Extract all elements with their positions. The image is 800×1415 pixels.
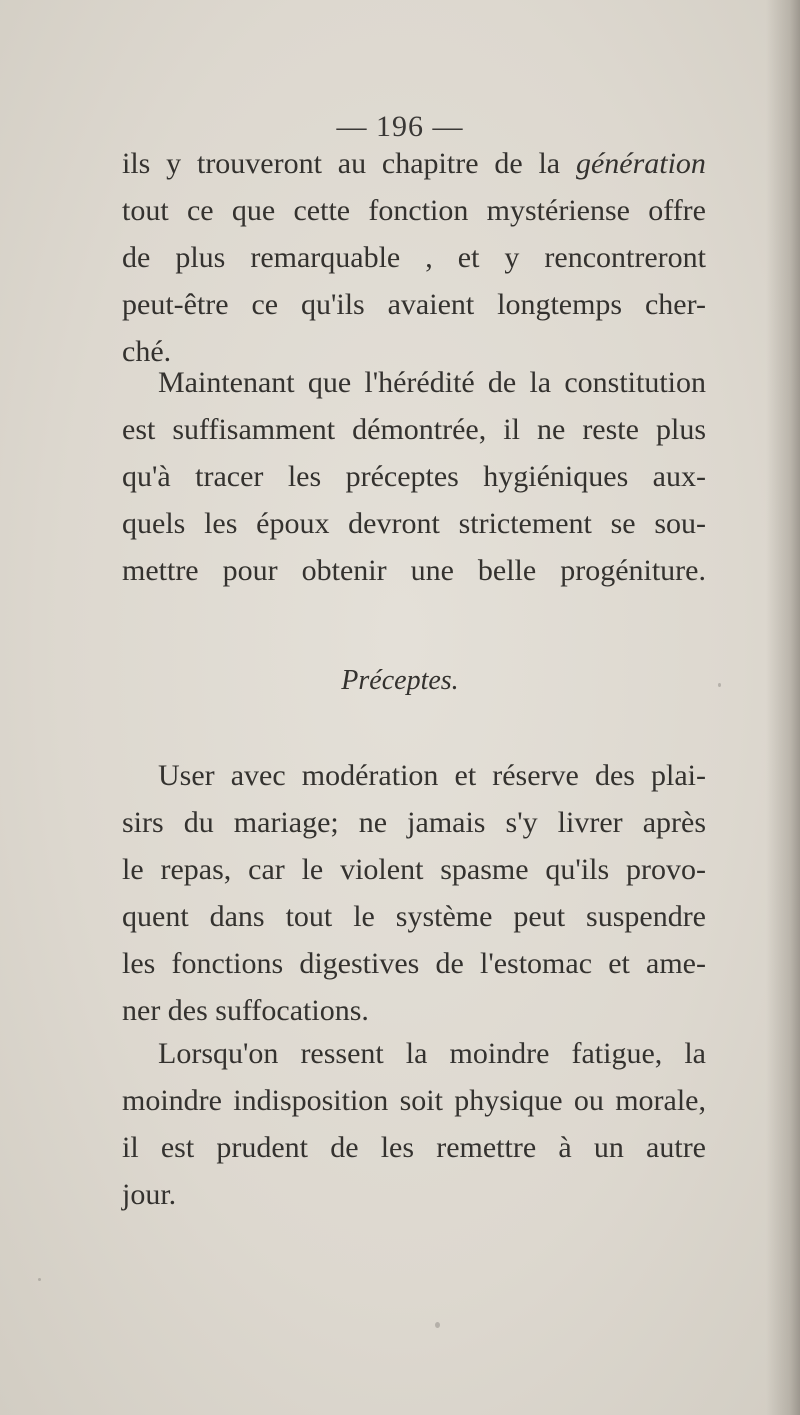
text-line: jour. [122,1178,177,1211]
word: trouveront [196,147,322,180]
text-line: quels les époux devront strictement se sou- [122,507,706,540]
italic-word: génération [575,147,706,180]
text-line: les fonctions digestives de l'estomac et ame- [122,947,706,980]
text-line: moindre indisposition soit physique ou morale, [122,1084,706,1117]
text-line: de plus remarquable , et y rencontreront [122,241,706,274]
page-number: — 196 — [336,110,464,143]
paper-speck [718,683,721,687]
paragraph-4 [122,1030,706,1218]
text-line: il est prudent de les remettre à un autre [122,1131,706,1164]
text-line: peut-être ce qu'ils avaient longtemps cher- [122,288,706,321]
text-line: User avec modération et réserve des plai- [158,759,706,792]
text-line: Maintenant que l'hérédité de la constitution [158,366,706,399]
text-line: le repas, car le violent spasme qu'ils provo- [122,853,706,886]
text-line: qu'à tracer les préceptes hygiéniques aux- [122,460,706,493]
text-line: tout ce que cette fonction mystériense offre [122,194,706,227]
paragraph-3 [122,752,706,1034]
text-line [122,140,706,187]
text-line: est suffisamment démontrée, il ne reste plus [122,413,706,446]
word: de [494,147,523,180]
word: chapitre [381,147,479,180]
text-line: Lorsqu'on ressent la moindre fatigue, la [158,1037,706,1070]
text-line: mettre pour obtenir une belle progéniture. [122,554,706,587]
text-line: sirs du mariage; ne jamais s'y livrer après [122,806,706,839]
page-edge-shadow [766,0,800,1415]
section-heading: Préceptes. [341,665,459,696]
paper-speck [435,1322,440,1328]
text-line: quent dans tout le système peut suspendre [122,900,706,933]
paragraph-1 [122,140,706,375]
word: la [538,147,561,180]
paper-speck [38,1278,41,1281]
word: ils [122,147,151,180]
word: y [166,147,182,180]
paragraph-2 [122,359,706,594]
word: au [337,147,367,180]
text-line: ner des suffocations. [122,994,369,1027]
text-line: ché. [122,335,172,368]
